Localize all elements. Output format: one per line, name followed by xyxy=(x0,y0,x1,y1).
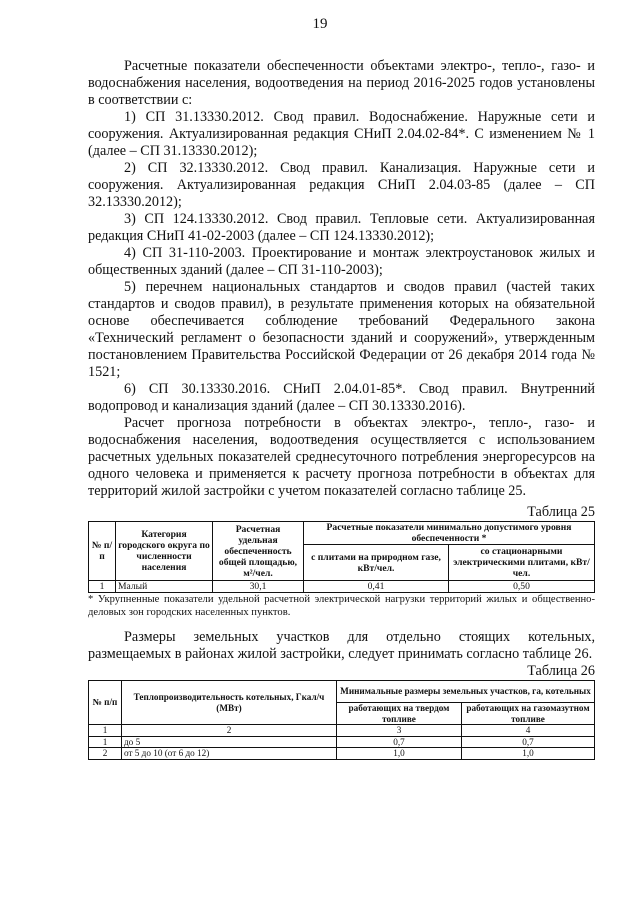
t25-header-area: Расчетная удельная обеспеченность общей площадью, м²/чел. xyxy=(213,522,304,581)
t25-cell-gas: 0,41 xyxy=(304,581,449,593)
list-item-4: 4) СП 31-110-2003. Проектирование и монтаж электроустановок жилых и общественных зданий (далее – СП 31-110-2003); xyxy=(88,245,595,278)
t26-header-group: Минимальные размеры земельных участков, га, котельных xyxy=(337,681,595,703)
t25-header-category: Категория городского округа по численности населения xyxy=(116,522,213,581)
t25-cell-num: 1 xyxy=(89,581,116,593)
paragraph-calculation: Расчет прогноза потребности в объектах электро-, тепло-, газо- и водоснабжения населения, водоотведения осуществляется с использованием расчетных удельных показателей среднесуточного потребления энергоресурсов на одного человека и применяется к расчету прогноза потребности в объектах для территорий жилой застройки с учетом показателей согласно таблице 25. xyxy=(88,415,595,499)
list-item-6: 6) СП 30.13330.2016. СНиП 2.04.01-85*. Свод правил. Внутренний водопровод и канализация зданий (далее – СП 30.13330.2016). xyxy=(88,381,595,414)
table25-caption: Таблица 25 xyxy=(527,504,595,520)
t26-cell-gasoil: 1,0 xyxy=(462,748,595,760)
t25-header-num: № п/п xyxy=(89,522,116,581)
t26-index-2: 2 xyxy=(122,725,337,737)
t26-header-solid: работающих на твердом топливе xyxy=(337,703,462,725)
t26-cell-solid: 0,7 xyxy=(337,736,462,748)
table-26 xyxy=(88,680,595,760)
t26-cell-capacity: до 5 xyxy=(122,736,337,748)
table26-caption: Таблица 26 xyxy=(527,663,595,679)
t26-index-4: 4 xyxy=(462,725,595,737)
t26-header-num: № п/п xyxy=(89,681,122,725)
list-item-2: 2) СП 32.13330.2012. Свод правил. Канализация. Наружные сети и сооружения. Актуализированная редакция СНиП 2.04.03-85 (далее – СП 32.13330.2012); xyxy=(88,160,595,210)
t26-header-gasoil: работающих на газомазутном топливе xyxy=(462,703,595,725)
t26-index-1: 1 xyxy=(89,725,122,737)
paragraph-table26-intro: Размеры земельных участков для отдельно стоящих котельных, размещаемых в районах жилой застройки, следует принимать согласно таблице 26. xyxy=(88,629,595,662)
t26-cell-solid: 1,0 xyxy=(337,748,462,760)
t25-header-gas: с плитами на природном газе, кВт/чел. xyxy=(304,545,449,581)
table25-footnote: * Укрупненные показатели удельной расчетной электрической нагрузки территорий жилых и общественно-деловых зон городских населенных пунктов. xyxy=(88,594,595,618)
t26-index-3: 3 xyxy=(337,725,462,737)
paragraph-intro: Расчетные показатели обеспеченности объектами электро-, тепло-, газо- и водоснабжения населения, водоотведения на период 2016-2025 годов установлены в соответствии с: xyxy=(88,58,595,108)
table-row xyxy=(89,748,595,760)
table-25 xyxy=(88,521,595,593)
table-row xyxy=(89,581,595,593)
table-row xyxy=(89,736,595,748)
t25-cell-category: Малый xyxy=(116,581,213,593)
t26-cell-num: 2 xyxy=(89,748,122,760)
t25-header-electric: со стационарными электрическими плитами, кВт/чел. xyxy=(449,545,595,581)
t25-cell-electric: 0,50 xyxy=(449,581,595,593)
t26-header-capacity: Теплопроизводительность котельных, Гкал/ч (МВт) xyxy=(122,681,337,725)
t26-cell-capacity: от 5 до 10 (от 6 до 12) xyxy=(122,748,337,760)
table-index-row xyxy=(89,725,595,737)
t26-cell-num: 1 xyxy=(89,736,122,748)
t26-cell-gasoil: 0,7 xyxy=(462,736,595,748)
list-item-1: 1) СП 31.13330.2012. Свод правил. Водоснабжение. Наружные сети и сооружения. Актуализированная редакция СНиП 2.04.02-84*. С изменением № 1 (далее – СП 31.13330.2012); xyxy=(88,109,595,159)
page-number: 19 xyxy=(312,16,328,32)
list-item-3: 3) СП 124.13330.2012. Свод правил. Тепловые сети. Актуализированная редакция СНиП 41-02-2003 (далее – СП 124.13330.2012); xyxy=(88,211,595,244)
list-item-5: 5) перечнем национальных стандартов и сводов правил (частей таких стандартов и сводов правил), в результате применения которых на обязательной основе обеспечивается соблюдение требований Федерального закона «Технический регламент о безопасности зданий и сооружений», утвержденным постановлением Правительства Российской Федерации от 26 декабря 2014 года № 1521; xyxy=(88,279,595,380)
t25-header-group: Расчетные показатели минимально допустимого уровня обеспеченности * xyxy=(304,522,595,545)
t25-cell-area: 30,1 xyxy=(213,581,304,593)
document-body xyxy=(88,58,595,760)
